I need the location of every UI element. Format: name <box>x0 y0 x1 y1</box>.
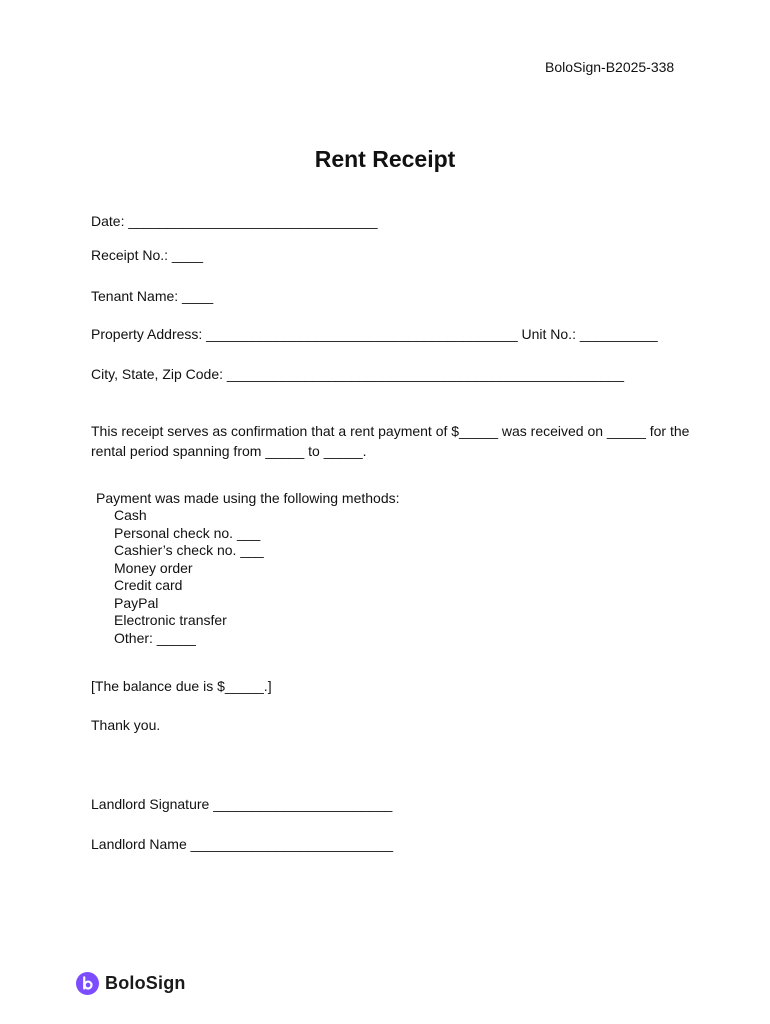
brand-name: BoloSign <box>105 973 186 993</box>
thank-you-text: Thank you. <box>91 717 161 733</box>
payment-method-item: Cashier’s check no. ___ <box>114 542 264 558</box>
payment-method-item: Other: _____ <box>114 629 196 646</box>
payment-method-item: PayPal <box>114 594 159 611</box>
date-field: Date: ________________________________ <box>91 213 378 229</box>
bolosign-logo-icon <box>76 972 99 995</box>
payment-method-item: Credit card <box>114 577 183 593</box>
payment-method-item: Cash <box>114 507 147 523</box>
confirmation-paragraph: This receipt serves as confirmation that a rent payment of $_____ was received on _____ for the rental period spanning from _____ to _____. <box>91 423 690 459</box>
city-state-zip-field: City, State, Zip Code: ___________________________________________________ <box>91 366 624 382</box>
page-title: Rent Receipt <box>314 146 456 172</box>
payment-methods-list <box>114 507 264 647</box>
property-address-field: Property Address: ________________________________________ Unit No.: __________ <box>91 326 658 342</box>
payment-method-item: Money order <box>114 559 193 576</box>
brand-footer <box>76 972 186 995</box>
landlord-signature-field: Landlord Signature _______________________ <box>91 796 393 812</box>
payment-method-item: Electronic transfer <box>114 612 227 628</box>
landlord-name-field: Landlord Name __________________________ <box>91 836 394 852</box>
tenant-name-field: Tenant Name: ____ <box>91 288 214 304</box>
receipt-number-field: Receipt No.: ____ <box>91 247 204 263</box>
balance-due-text: [The balance due is $_____.] <box>91 678 272 694</box>
payment-method-item: Personal check no. ___ <box>114 524 261 541</box>
document-id: BoloSign-B2025-338 <box>545 59 675 75</box>
payment-methods-heading: Payment was made using the following methods: <box>96 490 400 506</box>
